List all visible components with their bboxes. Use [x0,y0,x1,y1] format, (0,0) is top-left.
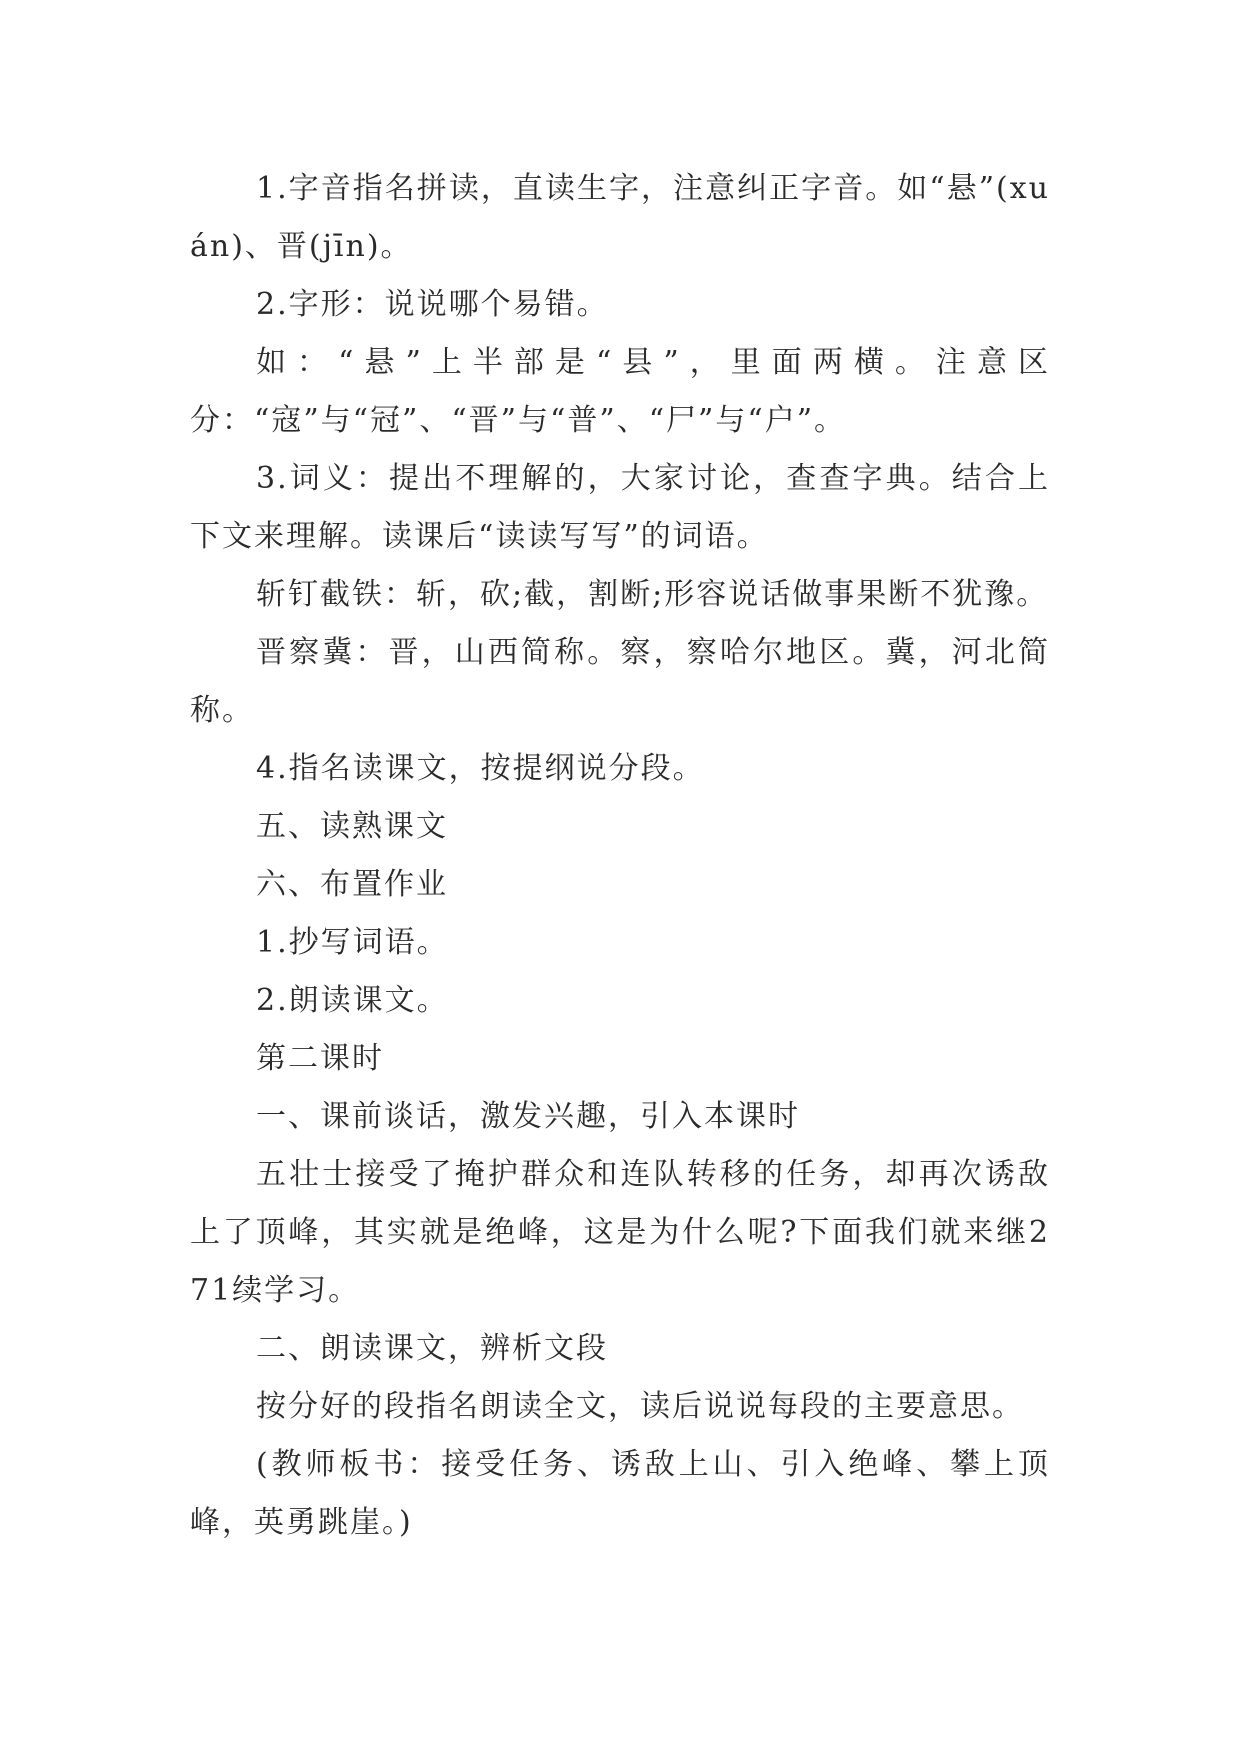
paragraph-read-aloud: 4.指名读课文，按提纲说分段。 [256,751,705,786]
paragraph-idiom-definition: 斩钉截铁：斩，砍;截，割断;形容说话做事果断不犹豫。 [256,577,1049,612]
paragraph-region-definition: 晋察冀：晋，山西简称。察，察哈尔地区。冀，河北简称。 [190,635,1050,728]
section-heading-2: 二、朗读课文，辨析文段 [256,1331,608,1366]
paragraph-glyph-examples: 如：“悬”上半部是“县”，里面两横。注意区分：“寇”与“冠”、“晋”与“普”、“尸”与“户”。 [190,345,1050,438]
paragraph-meaning: 3.词义：提出不理解的，大家讨论，查查字典。结合上下文来理解。读课后“读读写写”的词语。 [190,461,1050,554]
section-heading-5: 五、读熟课文 [256,809,448,844]
homework-item-1: 1.抄写词语。 [256,925,449,960]
paragraph-introduction: 五壮士接受了掩护群众和连队转移的任务，却再次诱敌上了顶峰，其实就是绝峰，这是为什么呢?下面我们就来继271续学习。 [190,1157,1050,1308]
section-heading-1: 一、课前谈话，激发兴趣，引入本课时 [256,1099,800,1134]
homework-item-2: 2.朗读课文。 [256,983,449,1018]
section-heading-6: 六、布置作业 [256,867,448,902]
paragraph-glyph: 2.字形：说说哪个易错。 [256,287,609,322]
paragraph-reading-task: 按分好的段指名朗读全文，读后说说每段的主要意思。 [256,1389,1024,1424]
paragraph-blackboard-notes: (教师板书：接受任务、诱敌上山、引入绝峰、攀上顶峰，英勇跳崖。) [190,1447,1050,1540]
document-body [190,160,1050,1552]
lesson-heading: 第二课时 [256,1041,384,1076]
paragraph-pronunciation: 1.字音指名拼读，直读生字，注意纠正字音。如“悬”(xuán)、晋(jīn)。 [190,171,1050,264]
